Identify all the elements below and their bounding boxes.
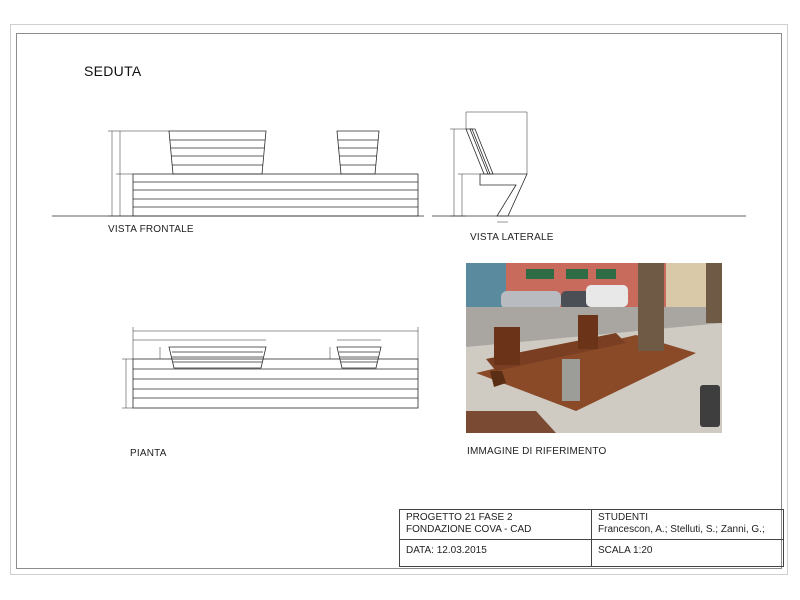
students-names: Francescon, A.; Stelluti, S.; Zanni, G.; — [598, 524, 765, 535]
date-cell — [400, 540, 591, 567]
students-header: STUDENTI — [598, 512, 648, 523]
reference-photo — [466, 263, 722, 433]
plan-view-drawing — [122, 327, 418, 408]
side-view-label: VISTA LATERALE — [470, 232, 554, 243]
date-value: DATA: 12.03.2015 — [406, 545, 487, 556]
plan-view-label: PIANTA — [130, 448, 167, 459]
front-backrest-left — [169, 131, 266, 174]
plan-backrest-right — [337, 347, 381, 368]
scale-value: SCALA 1:20 — [598, 545, 653, 556]
project-cell — [400, 510, 591, 539]
students-cell — [592, 510, 783, 539]
project-line-2: FONDAZIONE COVA - CAD — [406, 524, 532, 535]
front-seat-body — [133, 174, 418, 216]
scale-cell — [592, 540, 783, 567]
project-line-1: PROGETTO 21 FASE 2 — [406, 512, 513, 523]
side-dimensions — [450, 112, 527, 222]
side-view-drawing — [432, 112, 746, 222]
title-block — [399, 509, 784, 567]
photo-label: IMMAGINE DI RIFERIMENTO — [467, 446, 607, 457]
front-backrest-right — [337, 131, 379, 174]
plan-backrest-left — [169, 347, 266, 368]
front-dimensions — [108, 131, 170, 216]
page-title: SEDUTA — [84, 63, 142, 79]
front-view-drawing — [52, 131, 424, 216]
reference-photo-illustration — [466, 263, 722, 433]
side-seat-leg — [480, 174, 527, 216]
front-view-label: VISTA FRONTALE — [108, 224, 194, 235]
plan-dimensions — [122, 327, 418, 408]
plan-seat-body — [133, 359, 418, 408]
